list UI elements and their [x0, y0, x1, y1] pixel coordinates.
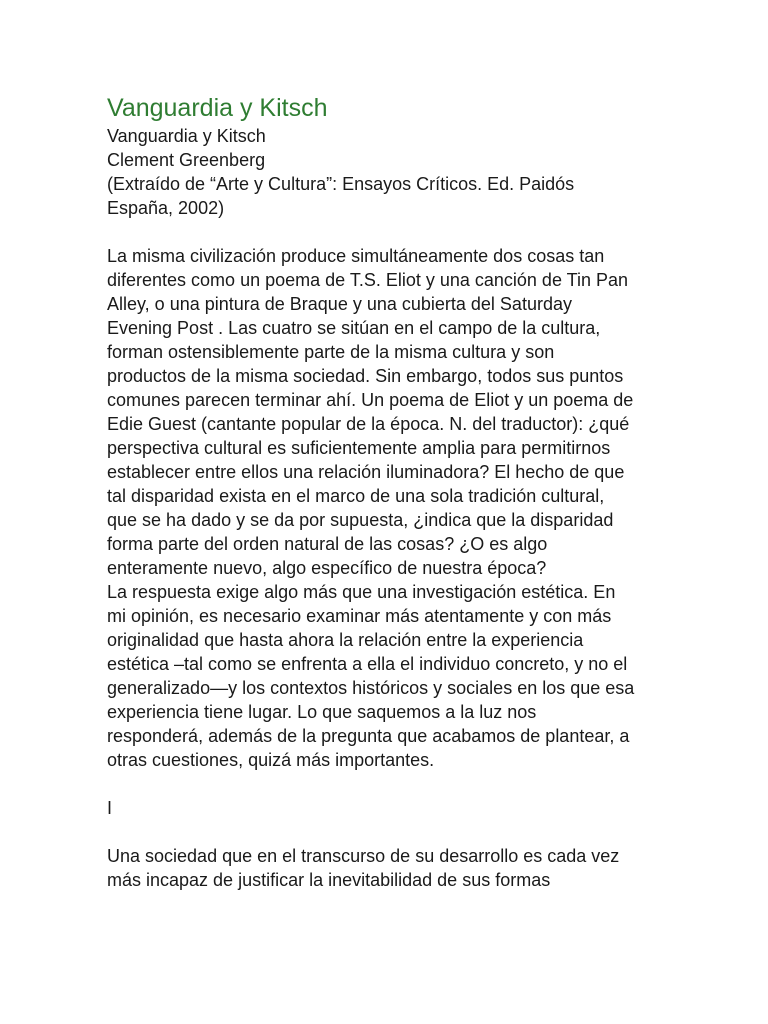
document-subtitle: Vanguardia y Kitsch: [107, 126, 266, 146]
text-line: Edie Guest (cantante popular de la época. N. del traductor): ¿qué: [107, 414, 630, 434]
citation-line: (Extraído de “Arte y Cultura”: Ensayos Críticos. Ed. Paidós: [107, 174, 575, 194]
text-line: tal disparidad exista en el marco de una sola tradición cultural,: [107, 486, 605, 506]
text-line: mi opinión, es necesario examinar más atentamente y con más: [107, 606, 612, 626]
text-line: productos de la misma sociedad. Sin embargo, todos sus puntos: [107, 366, 624, 386]
text-line: más incapaz de justificar la inevitabilidad de sus formas: [107, 870, 551, 890]
paragraph-gap: [107, 772, 727, 796]
document-page: [107, 92, 727, 892]
text-line: enteramente nuevo, algo específico de nuestra época?: [107, 558, 547, 578]
text-line: Alley, o una pintura de Braque y una cubierta del Saturday: [107, 294, 572, 314]
text-line: responderá, además de la pregunta que acabamos de plantear, a: [107, 726, 630, 746]
paragraph-gap: [107, 820, 727, 844]
text-line: establecer entre ellos una relación iluminadora? El hecho de que: [107, 462, 625, 482]
text-line: estética –tal como se enfrenta a ella el individuo concreto, y no el: [107, 654, 628, 674]
text-line: La misma civilización produce simultáneamente dos cosas tan: [107, 246, 605, 266]
text-line: La respuesta exige algo más que una investigación estética. En: [107, 582, 616, 602]
text-line: forma parte del orden natural de las cosas? ¿O es algo: [107, 534, 548, 554]
citation-line: España, 2002): [107, 198, 225, 218]
paragraph-2: [107, 844, 727, 892]
paragraph-1: [107, 244, 727, 772]
text-line: Una sociedad que en el transcurso de su desarrollo es cada vez: [107, 846, 620, 866]
text-line: otras cuestiones, quizá más importantes.: [107, 750, 435, 770]
section-marker: I: [107, 798, 113, 818]
document-title: Vanguardia y Kitsch: [107, 94, 328, 122]
text-line: comunes parecen terminar ahí. Un poema de Eliot y un poema de: [107, 390, 634, 410]
text-line: que se ha dado y se da por supuesta, ¿indica que la disparidad: [107, 510, 614, 530]
text-line: perspectiva cultural es suficientemente amplia para permitirnos: [107, 438, 611, 458]
text-line: originalidad que hasta ahora la relación entre la experiencia: [107, 630, 584, 650]
text-line: Evening Post . Las cuatro se sitúan en el campo de la cultura,: [107, 318, 601, 338]
text-line: experiencia tiene lugar. Lo que saquemos a la luz nos: [107, 702, 537, 722]
text-line: diferentes como un poema de T.S. Eliot y una canción de Tin Pan: [107, 270, 628, 290]
document-author: Clement Greenberg: [107, 150, 266, 170]
text-line: generalizado—y los contextos históricos y sociales en los que esa: [107, 678, 635, 698]
text-line: forman ostensiblemente parte de la misma cultura y son: [107, 342, 555, 362]
paragraph-gap: [107, 220, 727, 244]
